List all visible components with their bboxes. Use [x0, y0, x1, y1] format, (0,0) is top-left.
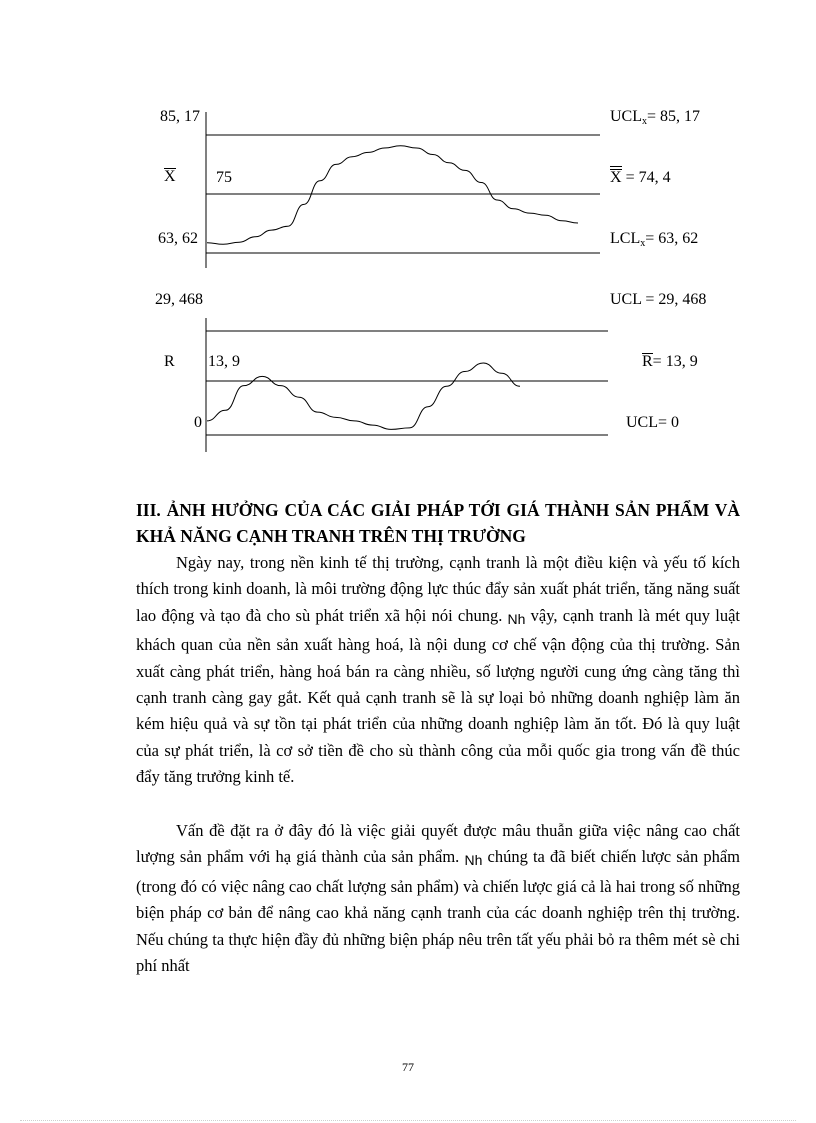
r-bar-symbol: R: [642, 353, 653, 370]
r-lcl-right-label: UCL= 0: [626, 414, 680, 431]
xbar-lcl-left-label: 63, 62: [158, 230, 198, 247]
x-double-bar-symbol: X: [610, 169, 622, 186]
r-center-label: 13, 9: [208, 353, 240, 370]
section-heading: III. ẢNH HƯỞNG CỦA CÁC GIẢI PHÁP TỚI GIÁ THÀNH SẢN PHẨM VÀ KHẢ NĂNG CẠNH TRANH TRÊN THỊ TRƯỜNG: [136, 500, 740, 546]
xbar-cl-right-label: X = 74, 4: [610, 169, 671, 186]
xbar-center-label: 75: [216, 169, 232, 186]
xbar-series-line: [207, 146, 578, 245]
r-lcl-left-label: 0: [194, 414, 202, 431]
xbar-lcl-right-label: $LCL_x= 63$, 62: [610, 230, 699, 249]
r-cl-right-label: R= 13, 9: [642, 353, 698, 370]
r-series-line: [207, 363, 520, 429]
page-number: 77: [402, 1060, 414, 1074]
bottom-divider: [20, 1120, 796, 1121]
paragraph-1: Ngày nay, trong nền kinh tế thị trường, cạnh tranh là một điều kiện và yếu tố kích thích trong kinh doanh, là môi trường động lực thúc đẩy sản xuất phát triển, tăng năng suất lao động và tạo đà cho sù phát triển xã hội nói chung. Nh vậy, cạnh tranh là mét quy luật khách quan của nền sản xuất hàng hoá, là nội dung cơ chế vận động của thị trường. Sản xuất càng phát triển, hàng hoá bán ra càng nhiều, số lượng người cung ứng càng tăng thì cạnh tranh càng gay gắt. Kết quả cạnh tranh sẽ là sự loại bỏ những doanh nghiệp làm ăn kém hiệu quả và sự tồn tại phát triển của những doanh nghiệp làm ăn tốt. Đó là quy luật của sự phát triển, là cơ sở tiền đề cho sù thành công của mỗi quốc gia trong vấn đề thúc đẩy tăng trưởng kinh tế.: [136, 553, 740, 787]
r-ucl-right-label: UCL = 29, 468: [610, 291, 707, 308]
paragraph-2: Vấn đề đặt ra ở đây đó là việc giải quyết được mâu thuẫn giữa việc nâng cao chất lượng sản phẩm với hạ giá thành của sản phẩm. Nh chúng ta đã biết chiến lược sản phẩm (trong đó có việc nâng cao chất lượng sản phẩm) và chiến lược giá cả là hai trong số những biện pháp cơ bản để nâng cao khả năng cạnh tranh của các doanh nghiệp trên thị trường. Nếu chúng ta thực hiện đầy đủ những biện pháp nêu trên tất yếu phải bỏ ra thêm mét sè chi phí nhất: [136, 821, 740, 976]
r-chart: [206, 318, 608, 452]
xbar-ucl-left-label: 85, 17: [160, 108, 200, 125]
xbar-symbol: X: [164, 168, 176, 185]
xbar-ucl-right-label: $UCL_x= 85$, 17: [610, 108, 701, 127]
r-ucl-left-label: 29, 468: [155, 291, 203, 308]
xbar-stat-label: [164, 168, 176, 186]
r-stat-label: R: [164, 353, 175, 370]
xbar-chart: [206, 112, 600, 268]
